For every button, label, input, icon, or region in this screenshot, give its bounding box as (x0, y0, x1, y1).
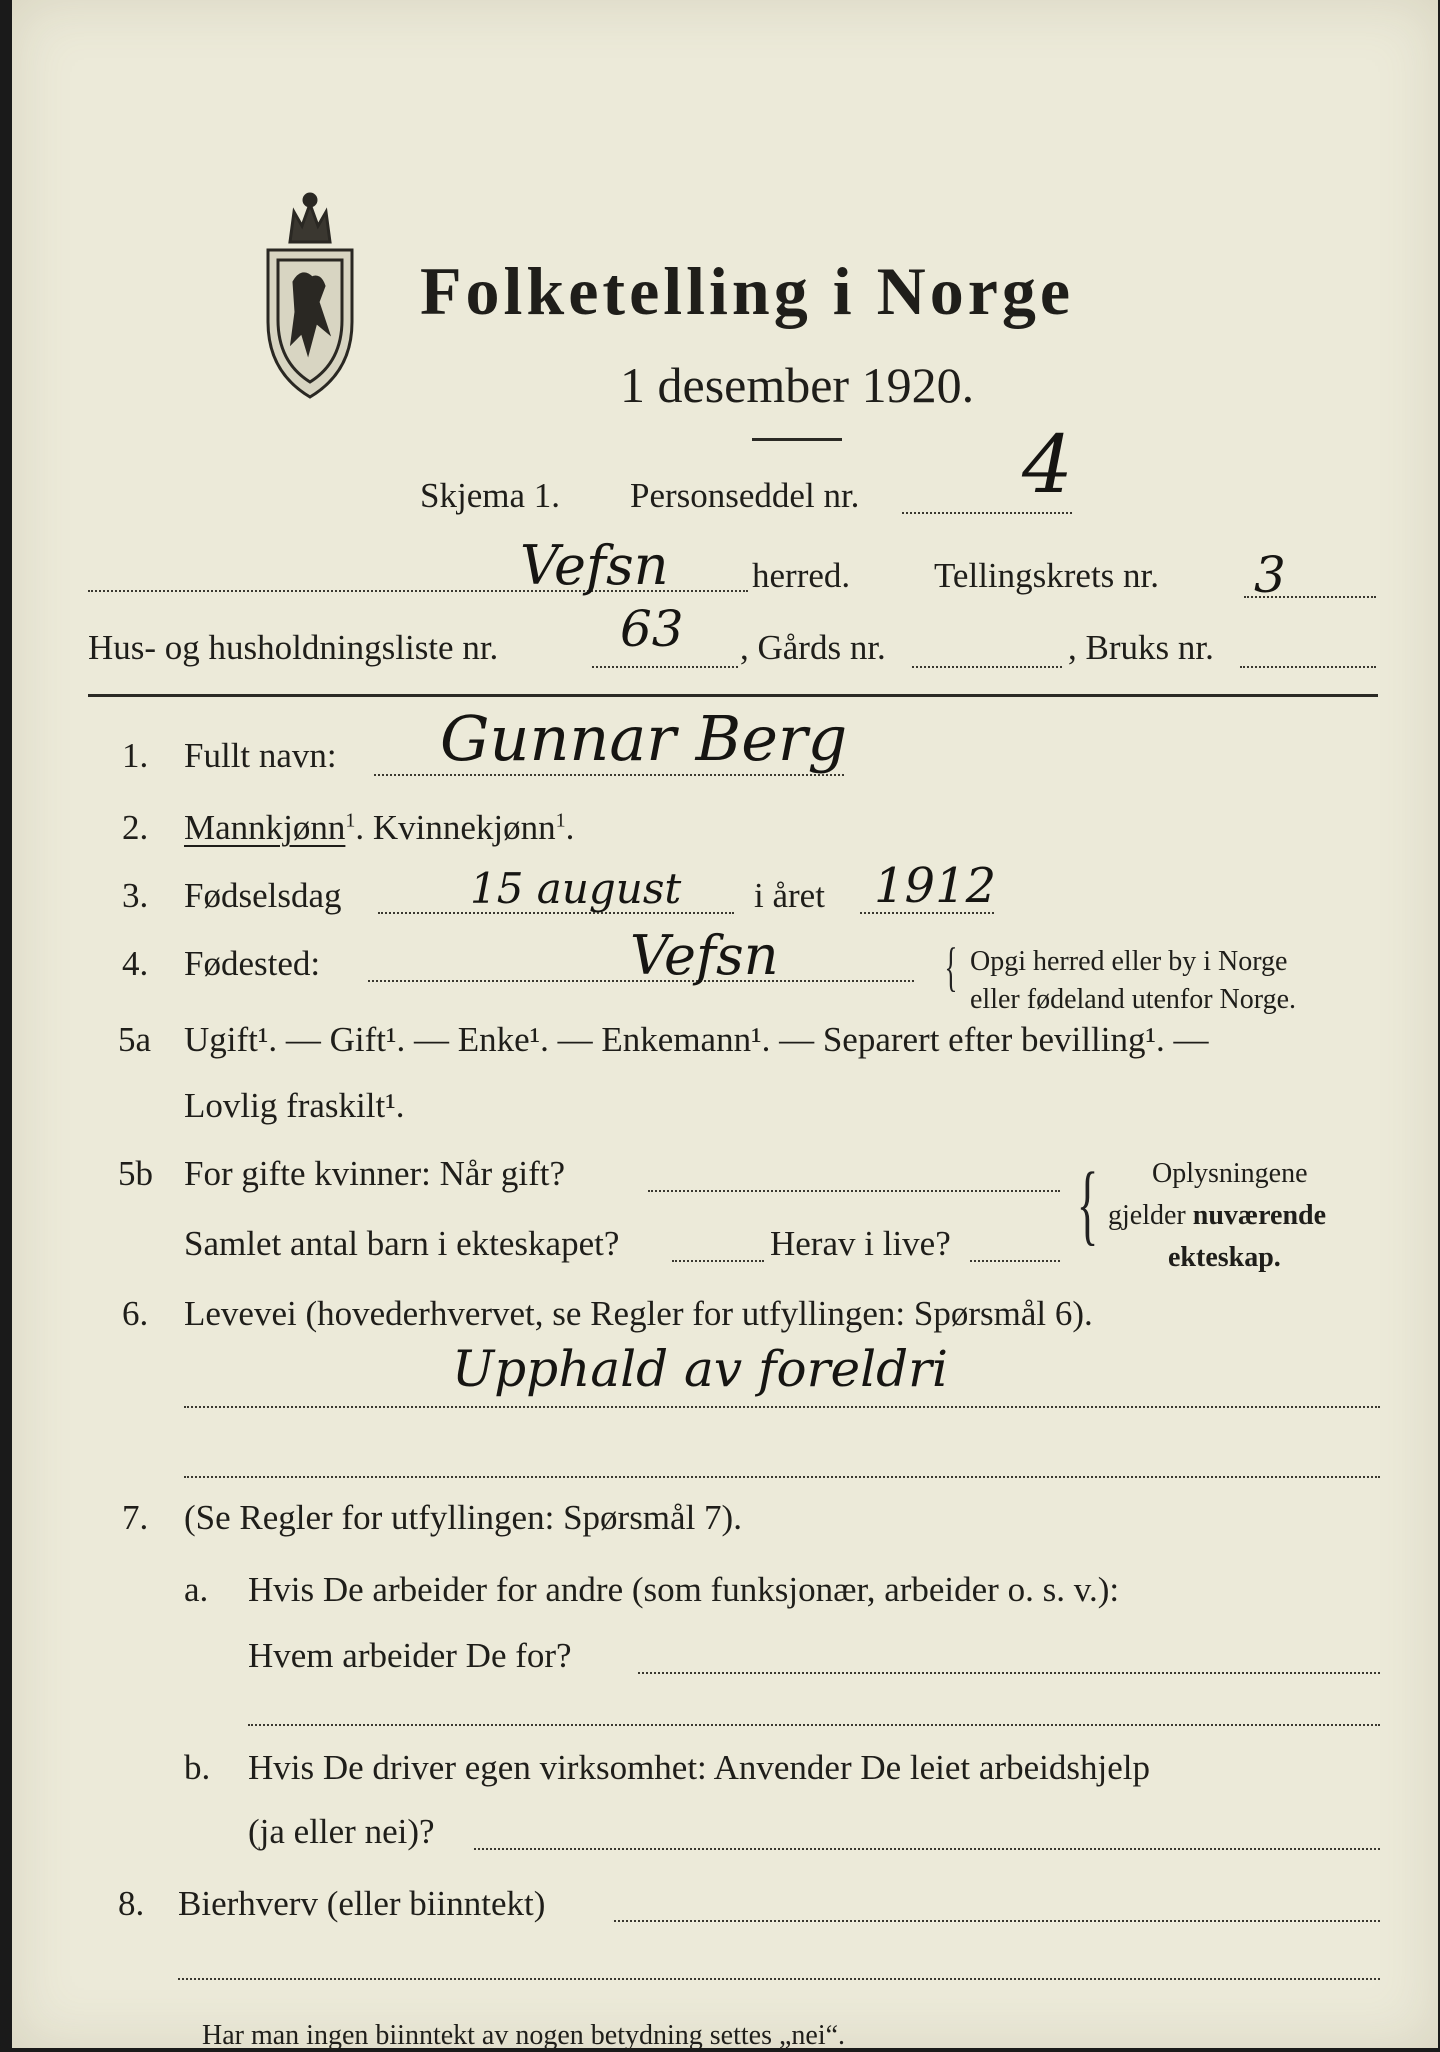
birthplace-value: Vefsn (630, 924, 779, 987)
title-divider (752, 438, 842, 441)
q2-separator: . (355, 808, 373, 847)
birth-year-value: 1912 (874, 858, 997, 914)
full-name-value: Gunnar Berg (440, 702, 848, 775)
q8-label: Bierhverv (eller biinntekt) (178, 1884, 546, 1923)
gards-field[interactable] (912, 666, 1062, 668)
q6-label: Levevei (hovederhvervet, se Regler for utfyllingen: Spørsmål 6). (184, 1294, 1093, 1333)
q8-footer-note: Har man ingen biinntekt av nogen betydning settes „nei“. (202, 2020, 846, 2051)
occupation-value: Upphald av foreldri (452, 1340, 948, 1398)
q4-label: Fødested: (184, 944, 321, 983)
form-title: Folketelling i Norge (420, 253, 1075, 329)
side-income-field[interactable] (614, 1920, 1380, 1922)
children-total-field[interactable] (672, 1260, 764, 1262)
coat-of-arms-icon (250, 182, 370, 412)
marital-status-options[interactable]: Ugift¹. — Gift¹. — Enke¹. — Enkemann¹. — Separert efter bevilling¹. — (184, 1020, 1209, 1059)
household-value: 63 (620, 600, 684, 658)
employer-field-line2[interactable] (248, 1724, 1380, 1726)
q3-number: 3. (122, 876, 149, 915)
census-date: 1 desember 1920. (620, 357, 975, 413)
tellingskrets-label: Tellingskrets nr. (934, 556, 1160, 595)
male-option[interactable]: Mannkjønn (184, 808, 346, 847)
q1-number: 1. (122, 736, 149, 775)
q4-brace: { (944, 937, 958, 997)
occupation-field-line1[interactable] (184, 1406, 1380, 1408)
schema-prefix: Skjema 1. (420, 476, 560, 515)
birthday-value: 15 august (470, 864, 682, 913)
q4-note-line1: Opgi herred eller by i Norge (970, 946, 1288, 977)
q7a-label: Hvis De arbeider for andre (som funksjonær, arbeider o. s. v.): (248, 1570, 1120, 1609)
children-total-label: Samlet antal barn i ekteskapet? (184, 1224, 620, 1263)
section-divider (88, 694, 1378, 697)
personseddel-field[interactable] (902, 512, 1072, 514)
q8-number: 8. (118, 1884, 145, 1923)
household-field[interactable] (592, 666, 738, 668)
herred-value: Vefsn (520, 534, 669, 597)
q7a-number: a. (184, 1570, 209, 1609)
personseddel-label: Personseddel nr. (630, 476, 860, 515)
female-option[interactable]: Kvinnekjønn (372, 808, 556, 847)
hired-help-field[interactable] (474, 1848, 1380, 1850)
children-alive-label: Herav i live? (770, 1224, 951, 1263)
q7-label: (Se Regler for utfyllingen: Spørsmål 7). (184, 1498, 742, 1537)
q5b-number: 5b (118, 1154, 153, 1193)
q7-number: 7. (122, 1498, 149, 1537)
tellingskrets-value: 3 (1254, 546, 1286, 604)
marital-status-divorced[interactable]: Lovlig fraskilt¹. (184, 1086, 405, 1125)
personseddel-value: 4 (1022, 418, 1073, 511)
q7a-question: Hvem arbeider De for? (248, 1636, 572, 1675)
q5b-note-line3: ekteskap. (1168, 1242, 1281, 1273)
q4-note-line2: eller fødeland utenfor Norge. (970, 984, 1297, 1015)
herred-label: herred. (752, 556, 851, 595)
married-when-field[interactable] (648, 1190, 1060, 1192)
q5b-brace: { (1076, 1155, 1099, 1254)
q2-number: 2. (122, 808, 149, 847)
bruks-field[interactable] (1240, 666, 1376, 668)
q2-options: Mannkjønn$^1$. Kvinnekjønn$^1$. (184, 808, 575, 847)
year-label: i året (754, 876, 825, 915)
children-alive-field[interactable] (970, 1260, 1060, 1262)
q2-end: . (565, 808, 575, 847)
side-income-field-line2[interactable] (178, 1978, 1380, 1980)
employer-field[interactable] (638, 1672, 1380, 1674)
q4-number: 4. (122, 944, 149, 983)
census-form-page (12, 0, 1438, 2051)
q5b-note-line1: Oplysningene (1152, 1158, 1308, 1189)
q3-label: Fødselsdag (184, 876, 342, 915)
q5a-number: 5a (118, 1020, 152, 1059)
household-label: Hus- og husholdningsliste nr. (88, 628, 499, 667)
q6-number: 6. (122, 1294, 149, 1333)
q7b-label: Hvis De driver egen virksomhet: Anvender De leiet arbeidshjelp (248, 1748, 1150, 1787)
bruks-label: , Bruks nr. (1068, 628, 1214, 667)
q5b-note-line2: gjelder nuværende (1108, 1200, 1327, 1231)
q7b-question: (ja eller nei)? (248, 1812, 435, 1851)
q1-label: Fullt navn: (184, 736, 337, 775)
married-when-label: For gifte kvinner: Når gift? (184, 1154, 566, 1193)
gards-label: , Gårds nr. (740, 628, 886, 667)
occupation-field-line2[interactable] (184, 1476, 1380, 1478)
q7b-number: b. (184, 1748, 211, 1787)
